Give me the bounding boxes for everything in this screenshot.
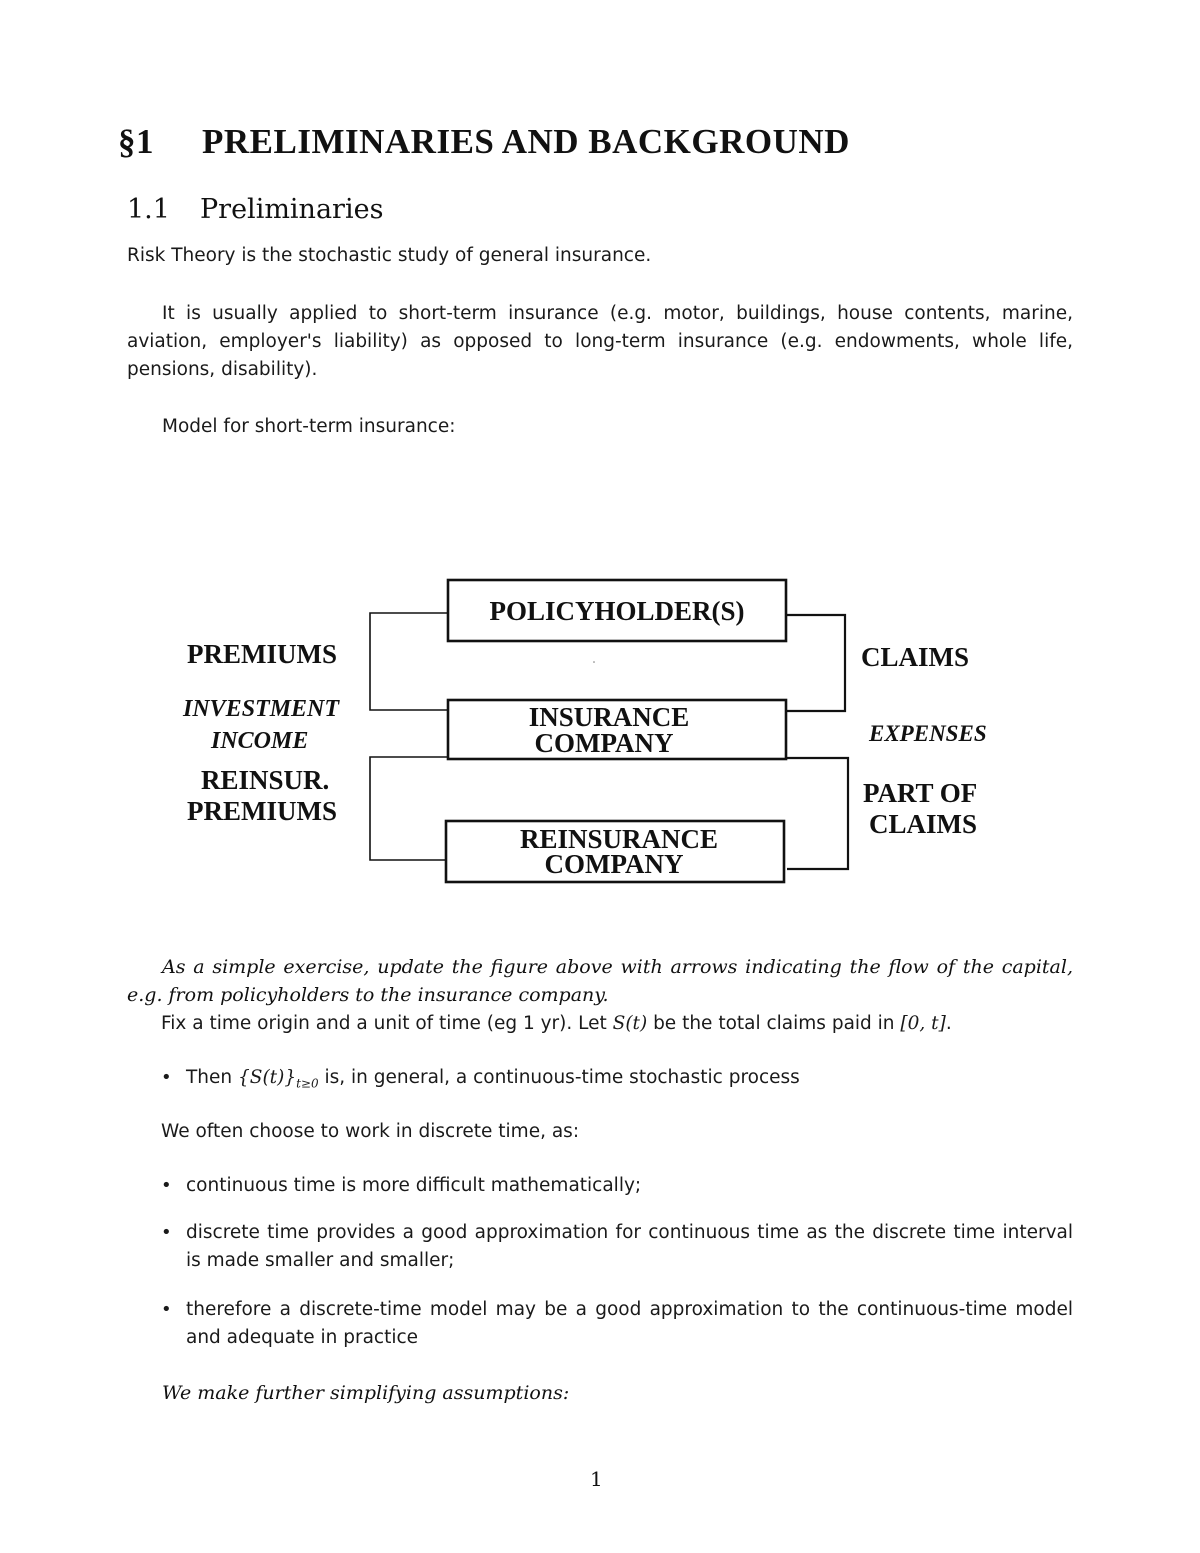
process-text-1: Then	[186, 1067, 239, 1088]
bullet-marker: •	[161, 1222, 172, 1243]
part-of-label-line1: PART OF	[863, 778, 978, 808]
connector-reinsurance-premiums	[370, 757, 448, 860]
list-item-reason: therefore a discrete-time model may be a good approximation to the continuous-time model and adequate in practice	[186, 1299, 1073, 1348]
page-number: 1	[590, 1467, 603, 1491]
paragraph-short-term: It is usually applied to short-term insurance (e.g. motor, buildings, house contents, marine, aviation, employer's liability) as opposed to long-term insurance (e.g. endowments, whole life, pensions, disability).	[127, 303, 1073, 380]
list-item-reason: continuous time is more difficult mathematically;	[186, 1175, 642, 1196]
chapter-title: PRELIMINARIES AND BACKGROUND	[202, 122, 850, 161]
time-origin-text-3: .	[945, 1013, 952, 1034]
process-text-2: is, in general, a continuous-time stochastic process	[318, 1067, 800, 1088]
insurance-label-line1: INSURANCE	[528, 702, 690, 732]
reinsurance-label-line2: COMPANY	[544, 849, 684, 879]
reinsurance-label-line1: REINSURANCE	[519, 824, 719, 854]
bullet-marker: •	[161, 1299, 172, 1320]
connector-part-of-claims	[787, 758, 848, 869]
section-number: 1.1	[127, 194, 170, 225]
time-origin-text-1: Fix a time origin and a unit of time (eg 1 yr). Let	[161, 1013, 613, 1034]
list-item-process	[186, 1064, 800, 1098]
reinsur-label-line2: PREMIUMS	[187, 796, 337, 826]
insurance-label-line2: COMPANY	[534, 728, 674, 758]
list-item-reason: discrete time provides a good approximation for continuous time as the discrete time interval is made smaller and smaller;	[186, 1222, 1073, 1271]
claims-label: CLAIMS	[861, 642, 970, 672]
chapter-number: §1	[118, 122, 154, 161]
paragraph-further-assumptions: We make further simplifying assumptions:	[162, 1382, 570, 1404]
stray-dot	[593, 661, 595, 663]
investment-label-line2: INCOME	[211, 728, 309, 754]
bullet-marker: •	[161, 1175, 172, 1196]
bullet-marker: •	[161, 1067, 172, 1088]
math-interval: [0, t]	[900, 1013, 946, 1034]
reinsur-label-line1: REINSUR.	[201, 765, 330, 795]
premiums-label: PREMIUMS	[187, 639, 337, 669]
paragraph-time-origin	[161, 1010, 952, 1038]
section-title: Preliminaries	[200, 194, 384, 225]
section-heading	[127, 194, 383, 225]
paragraph-risk-theory: Risk Theory is the stochastic study of general insurance.	[127, 245, 652, 266]
paragraph-exercise: As a simple exercise, update the figure above with arrows indicating the flow of the capital, e.g. from policyholders to the insurance company.	[127, 956, 1073, 1006]
math-process: {S(t)}	[238, 1067, 297, 1088]
connector-claims	[787, 615, 845, 711]
math-process-subscript: t≥0	[296, 1076, 319, 1091]
expenses-label: EXPENSES	[869, 721, 987, 746]
investment-label-line1: INVESTMENT	[183, 696, 340, 722]
policyholder-label: POLICYHOLDER(S)	[489, 596, 745, 626]
time-origin-text-2: be the total claims paid in	[647, 1013, 901, 1034]
insurance-flow-diagram	[0, 560, 1200, 900]
connector-premiums	[370, 613, 448, 710]
part-of-label-line2: CLAIMS	[869, 809, 978, 839]
paragraph-discrete-intro: We often choose to work in discrete time, as:	[161, 1121, 580, 1142]
chapter-heading	[118, 122, 850, 162]
paragraph-model-intro: Model for short-term insurance:	[162, 416, 456, 437]
math-s-of-t: S(t)	[612, 1013, 648, 1034]
